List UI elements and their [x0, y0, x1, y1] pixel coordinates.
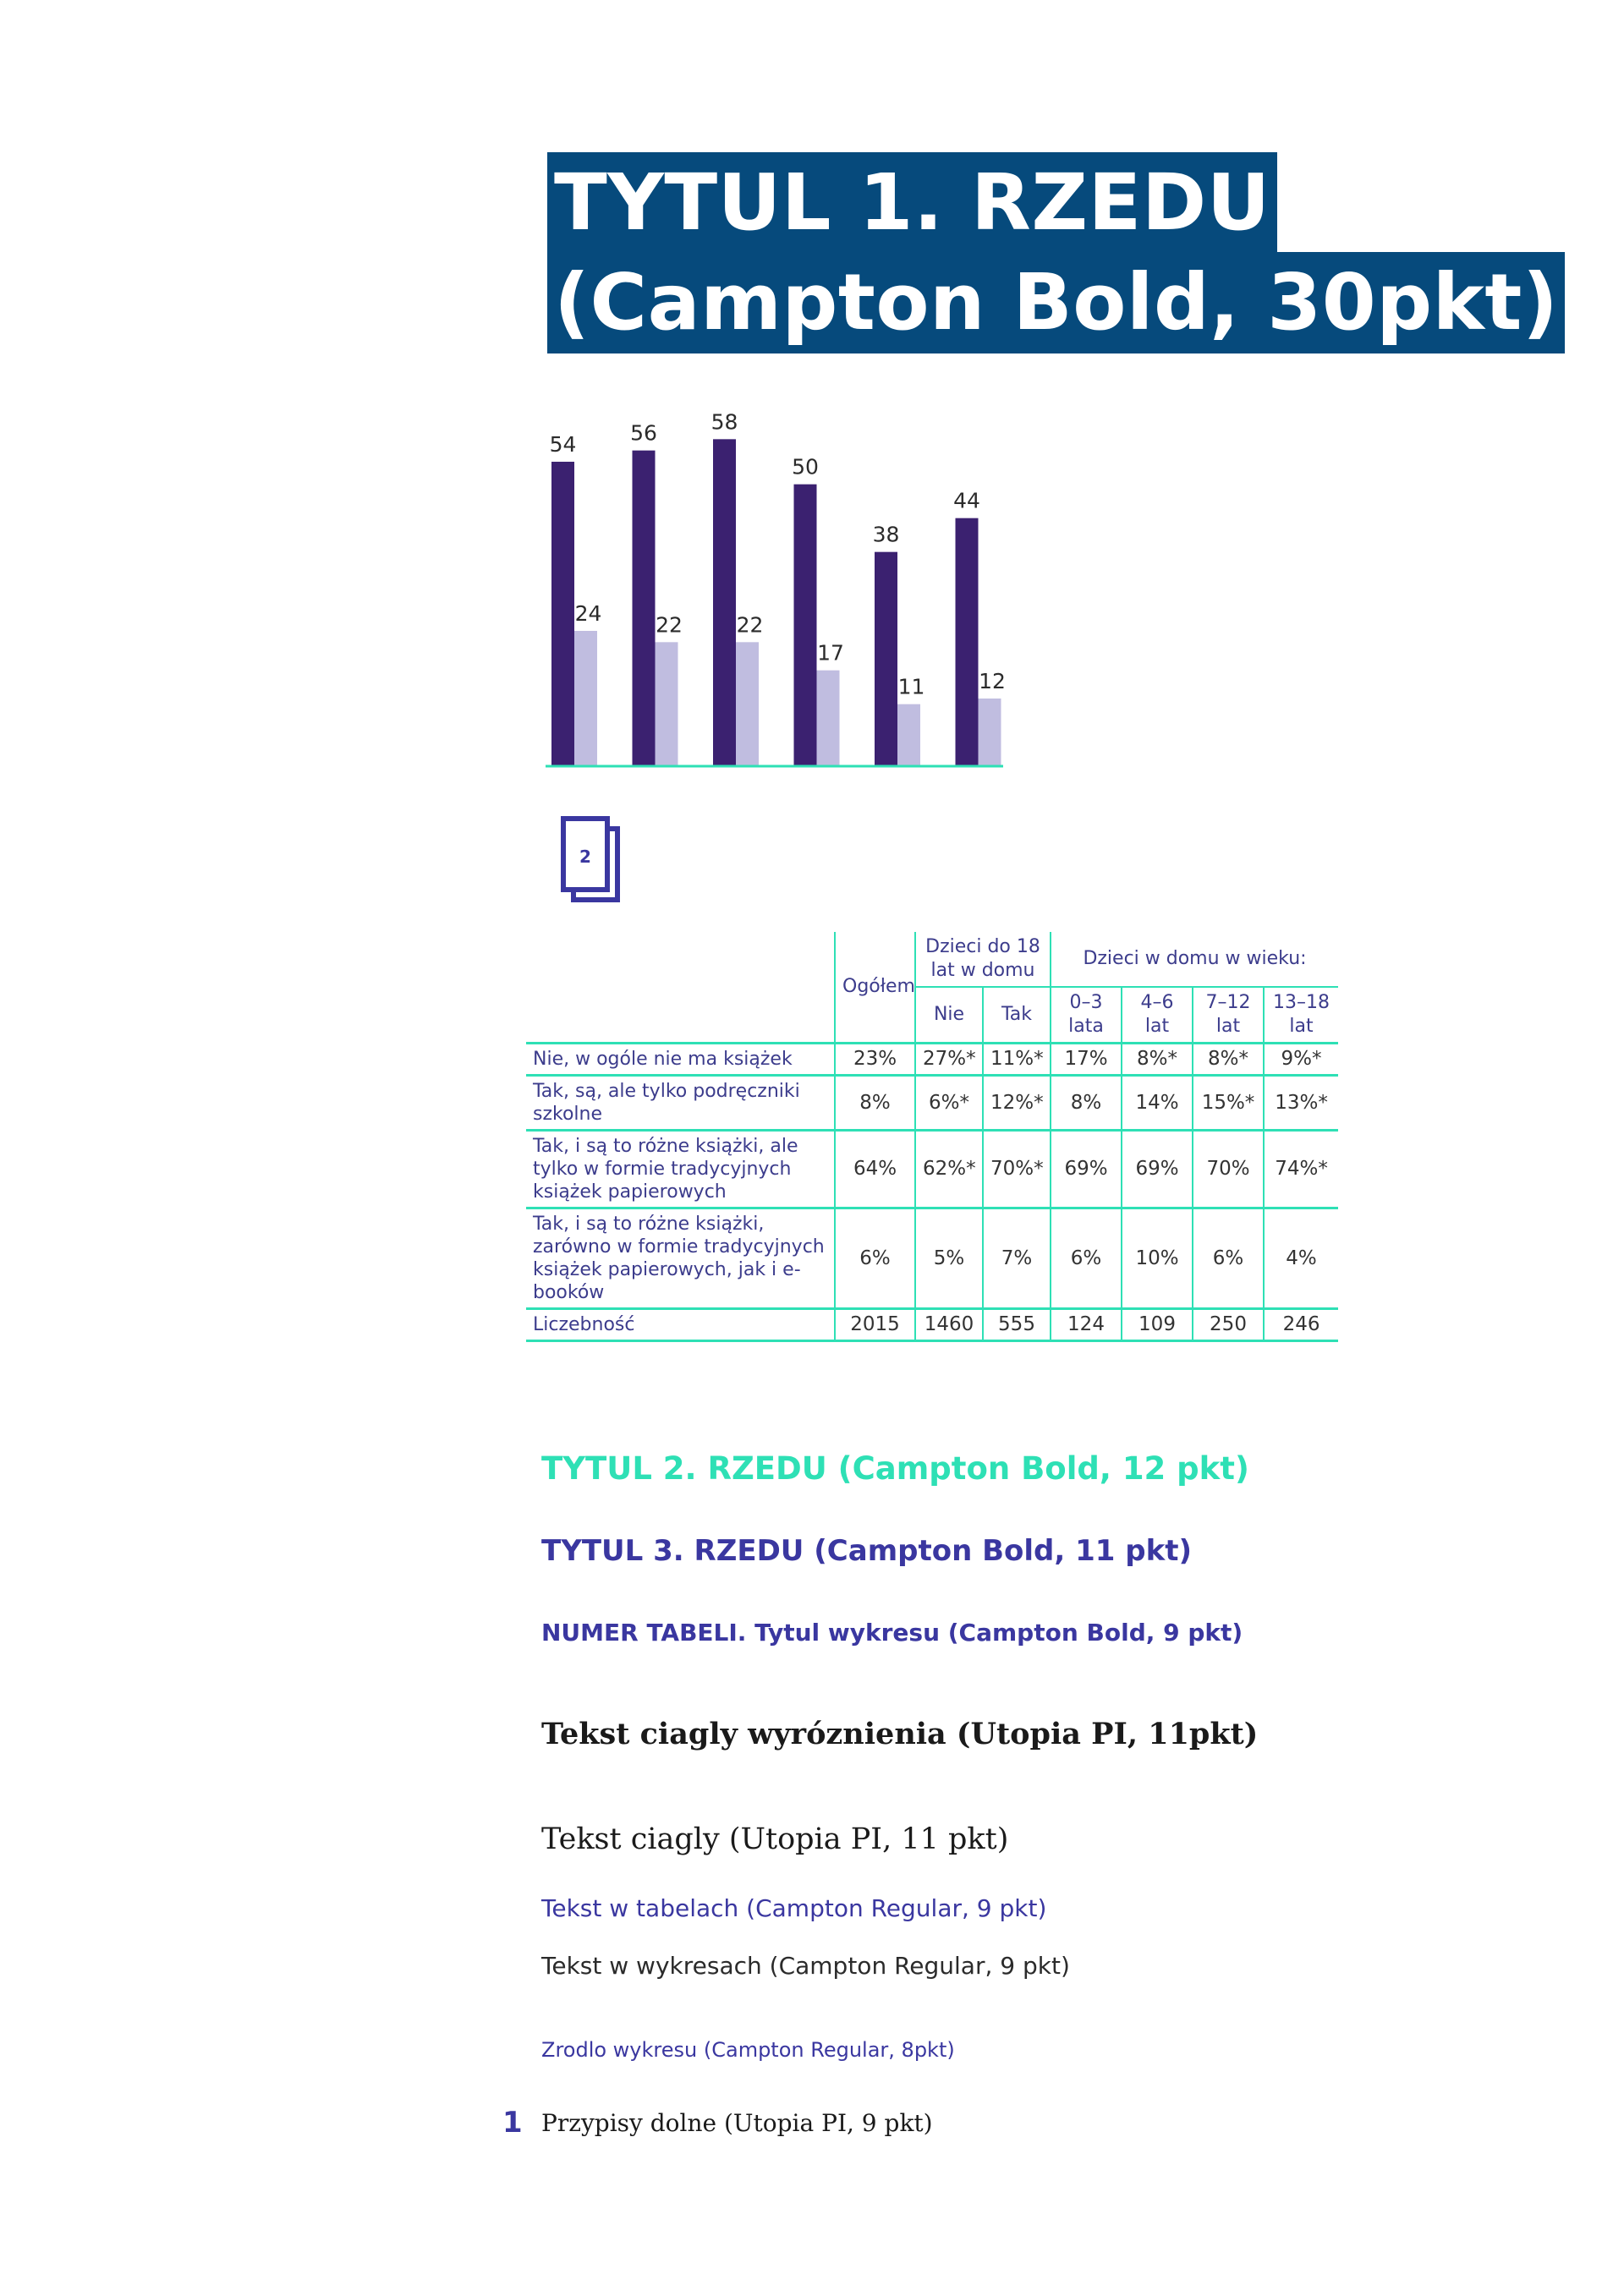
table-cell: 7% — [983, 1208, 1051, 1309]
col-header-sub: 0–3 lata — [1051, 987, 1122, 1044]
table-cell: 8% — [835, 1076, 915, 1131]
table-cell: 4% — [1264, 1208, 1338, 1309]
table-row — [526, 1044, 1338, 1076]
table-row — [526, 1309, 1338, 1341]
table-cell: 6% — [835, 1208, 915, 1309]
table-cell: 8% — [1051, 1076, 1122, 1131]
bar-series-1 — [956, 518, 979, 766]
bar-value-label: 38 — [872, 522, 900, 547]
page-title-line-2: (Campton Bold, 30pkt) — [547, 252, 1565, 353]
heading-level-2: TYTUL 2. RZEDU (Campton Bold, 12 pkt) — [541, 1450, 1249, 1487]
bar-value-label: 22 — [656, 612, 683, 638]
footnote-number: 1 — [502, 2106, 523, 2140]
row-label: Tak, i są to różne książki, ale tylko w formie tradycyjnych książek papierowych — [526, 1131, 835, 1208]
table-text-sample: Tekst w tabelach (Campton Regular, 9 pkt) — [541, 1894, 1047, 1922]
row-label: Nie, w ogóle nie ma książek — [526, 1044, 835, 1076]
data-table — [526, 932, 1338, 1342]
row-label: Liczebność — [526, 1309, 835, 1341]
col-group-ages: Dzieci w domu w wieku: — [1051, 932, 1338, 987]
bar-series-1 — [794, 485, 817, 766]
table-cell: 13%* — [1264, 1076, 1338, 1131]
bar-value-label: 58 — [710, 409, 738, 435]
row-label: Tak, i są to różne książki, zarówno w formie tradycyjnych książek papierowych, jak i e-booków — [526, 1208, 835, 1309]
table-cell: 17% — [1051, 1044, 1122, 1076]
col-header-sub: 4–6 lat — [1122, 987, 1193, 1044]
table-cell: 9%* — [1264, 1044, 1338, 1076]
page-title-line-1: TYTUL 1. RZEDU — [547, 152, 1277, 254]
table-cell: 12%* — [983, 1076, 1051, 1131]
col-header-overall: Ogółem — [835, 932, 915, 1044]
table-row — [526, 1076, 1338, 1131]
col-group-children: Dzieci do 18 lat w domu — [915, 932, 1051, 987]
bar-value-label: 56 — [630, 420, 657, 446]
col-header-sub: 13–18 lat — [1264, 987, 1338, 1044]
bar-series-2 — [574, 631, 597, 766]
bar-series-2 — [897, 704, 920, 766]
footnote-text: Przypisy dolne (Utopia PI, 9 pkt) — [541, 2109, 933, 2137]
body-text: Tekst ciagly (Utopia PI, 11 pkt) — [541, 1822, 1009, 1856]
col-header-sub: Tak — [983, 987, 1051, 1044]
bar-series-2 — [817, 671, 840, 766]
table-cell: 27%* — [915, 1044, 983, 1076]
table-row — [526, 1208, 1338, 1309]
table-cell: 6%* — [915, 1076, 983, 1131]
table-cell: 62%* — [915, 1131, 983, 1208]
table-cell: 124 — [1051, 1309, 1122, 1341]
bar-series-1 — [633, 451, 656, 766]
table-cell: 109 — [1122, 1309, 1193, 1341]
table-cell: 8%* — [1193, 1044, 1264, 1076]
table-cell: 70% — [1193, 1131, 1264, 1208]
table-cell: 70%* — [983, 1131, 1051, 1208]
bar-value-label: 22 — [736, 612, 764, 638]
bar-value-label: 12 — [979, 669, 1006, 693]
table-number-title: NUMER TABELI. Tytul wykresu (Campton Bold, 9 pkt) — [541, 1619, 1243, 1647]
body-text-emphasis: Tekst ciagly wyróznienia (Utopia PI, 11pkt) — [541, 1717, 1259, 1751]
bar-value-label: 54 — [549, 432, 577, 457]
table-cell: 1460 — [915, 1309, 983, 1341]
bar-chart — [541, 385, 1015, 786]
bar-value-label: 44 — [953, 488, 980, 513]
chart-text-sample: Tekst w wykresach (Campton Regular, 9 pkt) — [541, 1952, 1070, 1980]
table-cell: 74%* — [1264, 1131, 1338, 1208]
bar-value-label: 11 — [897, 674, 925, 699]
bar-series-1 — [551, 462, 574, 766]
table-cell: 11%* — [983, 1044, 1051, 1076]
heading-level-3: TYTUL 3. RZEDU (Campton Bold, 11 pkt) — [541, 1534, 1193, 1568]
col-header-sub: Nie — [915, 987, 983, 1044]
row-label: Tak, są, ale tylko podręczniki szkolne — [526, 1076, 835, 1131]
bar-value-label: 17 — [817, 640, 844, 666]
table-cell: 6% — [1051, 1208, 1122, 1309]
table-number-icon — [558, 814, 626, 907]
bar-value-label: 50 — [792, 454, 819, 479]
bar-series-2 — [656, 642, 678, 766]
table-cell: 5% — [915, 1208, 983, 1309]
table-cell: 2015 — [835, 1309, 915, 1341]
col-header-sub: 7–12 lat — [1193, 987, 1264, 1044]
table-cell: 15%* — [1193, 1076, 1264, 1131]
table-corner — [526, 932, 835, 1044]
table-cell: 69% — [1051, 1131, 1122, 1208]
table-cell: 6% — [1193, 1208, 1264, 1309]
table-cell: 23% — [835, 1044, 915, 1076]
table-number-label: 2 — [579, 847, 591, 867]
table-cell: 555 — [983, 1309, 1051, 1341]
bar-series-1 — [713, 439, 736, 766]
table-cell: 246 — [1264, 1309, 1338, 1341]
table-cell: 8%* — [1122, 1044, 1193, 1076]
table-row — [526, 1131, 1338, 1208]
table-cell: 250 — [1193, 1309, 1264, 1341]
bar-series-2 — [979, 699, 1001, 766]
table-cell: 14% — [1122, 1076, 1193, 1131]
chart-source: Zrodlo wykresu (Campton Regular, 8pkt) — [541, 2038, 955, 2062]
table-cell: 10% — [1122, 1208, 1193, 1309]
bar-series-1 — [875, 552, 897, 766]
table-cell: 64% — [835, 1131, 915, 1208]
bar-value-label: 24 — [574, 601, 602, 626]
bar-series-2 — [736, 642, 759, 766]
table-cell: 69% — [1122, 1131, 1193, 1208]
